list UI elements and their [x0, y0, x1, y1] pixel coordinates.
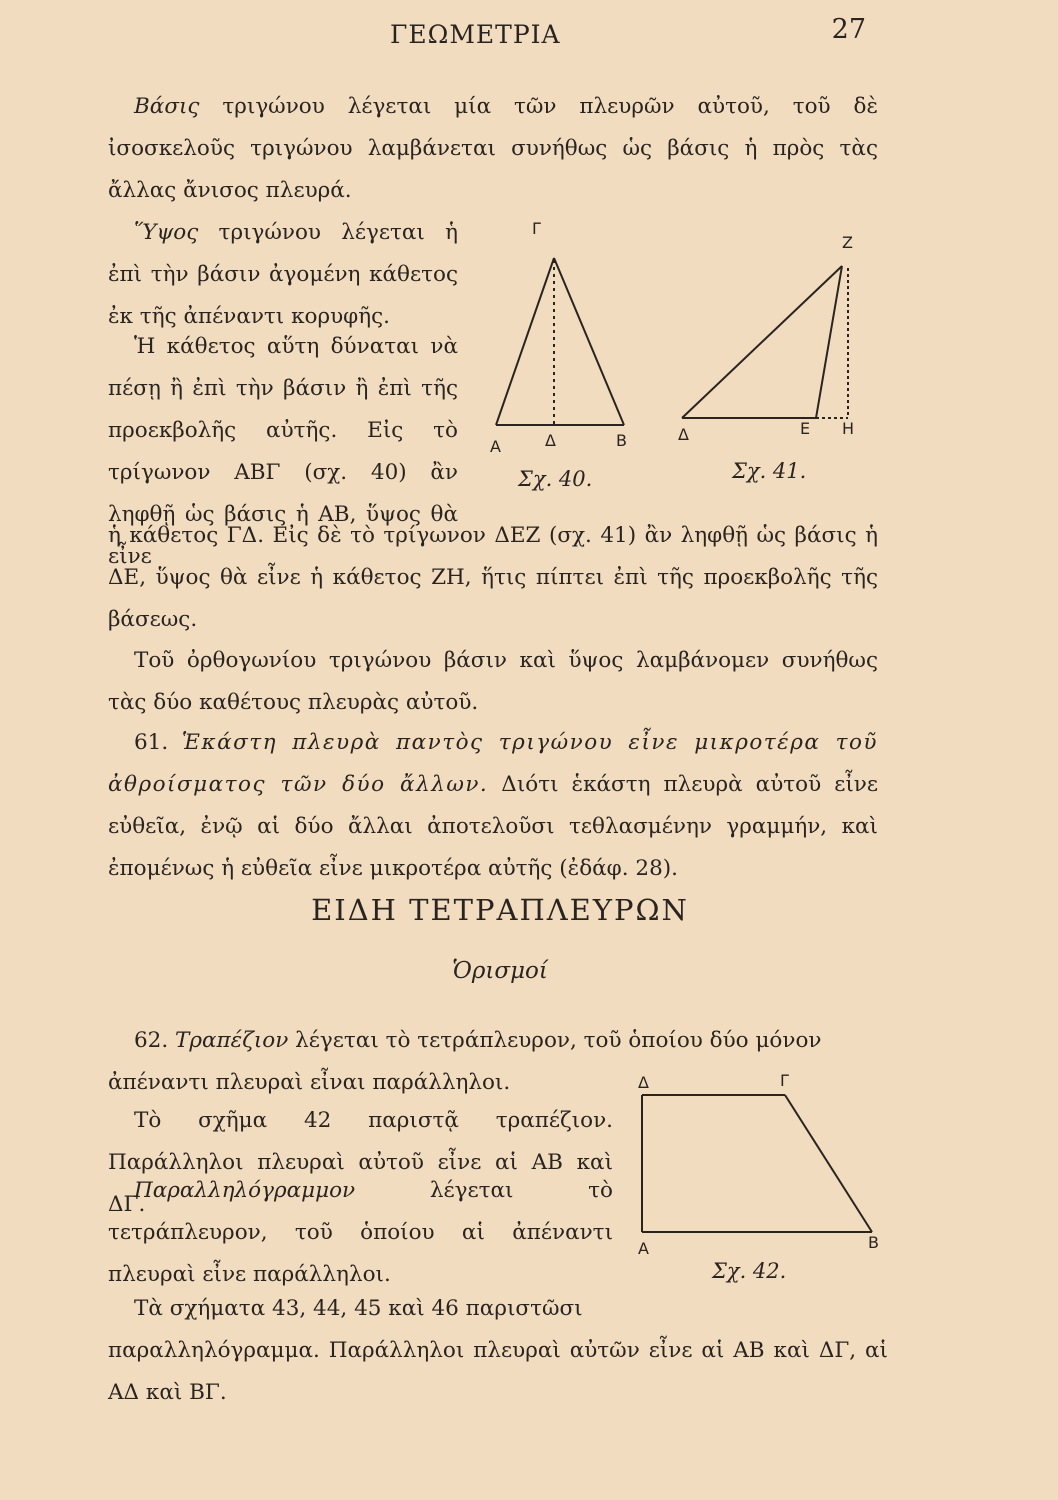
fig42-label-tl: Δ — [638, 1073, 649, 1092]
fig41-caption: Σχ. 41. — [732, 459, 807, 483]
figure-40-triangle — [470, 220, 650, 500]
running-title: ΓΕΩΜΕΤΡΙΑ — [390, 20, 561, 49]
fig41-label-mid: Ε — [800, 419, 811, 438]
trapezium-def-a: λέγεται τὸ τετράπλευρον, τοῦ ὁποίου δύο μόνον — [288, 1028, 822, 1053]
fig40-label-left: Α — [490, 437, 501, 456]
height-definition-text: τριγώνου λέγεται ἡ ἐπὶ τὴν βάσιν ἀγομένη κάθετος ἐκ τῆς ἀπέναντι κορυφῆς. — [108, 220, 458, 329]
paragraph-height-definition — [108, 212, 458, 338]
fig41-side-ez — [816, 266, 842, 418]
term-trapezium: Τραπέζιον — [175, 1028, 289, 1053]
paragraph-parallelogram — [108, 1170, 613, 1296]
paragraph-figures-43-46-a: Τὰ σχήματα 43, 44, 45 καὶ 46 παριστῶσι — [134, 1296, 583, 1321]
fig40-caption: Σχ. 40. — [518, 467, 593, 491]
fig42-label-bl: Α — [638, 1239, 649, 1258]
fig40-side-gb — [554, 258, 624, 425]
fig41-side-dz — [682, 266, 842, 418]
paragraph-fig42: Τὸ σχῆμα 42 παριστᾷ τραπέζιον. Παράλληλοι πλευραὶ αὐτοῦ εἶνε αἱ ΑΒ καὶ ΔΓ. — [108, 1108, 613, 1217]
paragraph-62-line1 — [108, 1020, 878, 1062]
figure-41-triangle — [670, 228, 870, 488]
term-base: Βάσις — [134, 94, 200, 119]
term-height: Ὕψος — [134, 220, 199, 245]
theorem-61-statement: Ἑκάστη πλευρὰ παντὸς τριγώνου εἶνε μικροτέρα τοῦ ἀθροίσματος τῶν δύο ἄλλων. — [108, 730, 878, 797]
term-parallelogram: Παραλληλόγραμμον — [134, 1178, 356, 1203]
paragraph-61 — [108, 722, 878, 890]
figure-42-trapezium — [630, 1070, 890, 1290]
paragraph-perpendicular-b: ἡ κάθετος ΓΔ. Εἰς δὲ τὸ τρίγωνον ΔΕΖ (σχ. 41) ἂν ληφθῇ ὡς βάσις ἡ ΔΕ, ὕψος θὰ εἶνε ἡ κάθετος ΖΗ, ἥτις πίπτει ἐπὶ τῆς προεκβολῆς τῆς βάσεως. — [108, 523, 878, 632]
base-definition-text: τριγώνου λέγεται μία τῶν πλευρῶν αὐτοῦ, τοῦ δὲ ἰσοσκελοῦς τριγώνου λαμβάνεται συνήθως ὡς βάσις ἡ πρὸς τὰς ἄλλας ἄνισος πλευρά. — [108, 94, 878, 203]
parallelogram-definition: λέγεται τὸ τετράπλευρον, τοῦ ὁποίου αἱ ἀπέναντι πλευραὶ εἶνε παράλληλοι. — [108, 1178, 613, 1287]
fig41-label-apex: Ζ — [842, 233, 853, 252]
fig42-side-gb — [785, 1095, 872, 1232]
fig42-label-br: Β — [868, 1233, 879, 1252]
fig41-label-foot: Η — [842, 419, 855, 438]
section-subtitle: Ὁρισμοί — [452, 958, 548, 984]
theorem-61-proof: Διότι ἑκάστη πλευρὰ αὐτοῦ εἶνε εὐθεῖα, ἐνῷ αἱ δύο ἄλλαι ἀποτελοῦσι τεθλασμένην γραμμήν, καὶ ἐπομένως ἡ εὐθεῖα εἶνε μικροτέρα αὐτῆς (ἐδάφ. 28). — [108, 772, 878, 881]
fig40-side-ag — [496, 258, 554, 425]
paragraph-base-definition — [108, 86, 878, 212]
fig40-label-apex: Γ — [532, 219, 541, 238]
paragraph-figures-43-46-b: παραλληλόγραμμα. Παράλληλοι πλευραὶ αὐτῶν εἶνε αἱ ΑΒ καὶ ΔΓ, αἱ ΑΔ καὶ ΒΓ. — [108, 1338, 888, 1405]
fig42-caption: Σχ. 42. — [712, 1259, 787, 1283]
fig40-label-foot: Δ — [545, 431, 556, 450]
fig41-label-left: Δ — [678, 425, 689, 444]
paragraph-right-triangle: Τοῦ ὀρθογωνίου τριγώνου βάσιν καὶ ὕψος λαμβάνομεν συνήθως τὰς δύο καθέτους πλευρὰς αὐτοῦ. — [108, 648, 878, 715]
fig42-label-tr: Γ — [780, 1071, 789, 1090]
item-number-61: 61. — [134, 730, 169, 755]
page-number: 27 — [831, 14, 866, 45]
item-number-62: 62. — [134, 1028, 169, 1053]
running-header — [0, 12, 1058, 52]
paragraph-62-line2: ἀπέναντι πλευραὶ εἶναι παράλληλοι. — [108, 1070, 511, 1095]
fig40-label-right: Β — [616, 431, 627, 450]
paragraph-perpendicular-a: Ἡ κάθετος αὕτη δύναται νὰ πέσῃ ἢ ἐπὶ τὴν βάσιν ἢ ἐπὶ τῆς προεκβολῆς αὐτῆς. Εἰς τὸ τρίγωνον ΑΒΓ (σχ. 40) ἂν ληφθῇ ὡς βάσις ἡ ΑΒ, ὕψος θὰ εἶνε — [108, 334, 458, 569]
section-title: ΕΙΔΗ ΤΕΤΡΑΠΛΕΥΡΩΝ — [311, 893, 689, 927]
